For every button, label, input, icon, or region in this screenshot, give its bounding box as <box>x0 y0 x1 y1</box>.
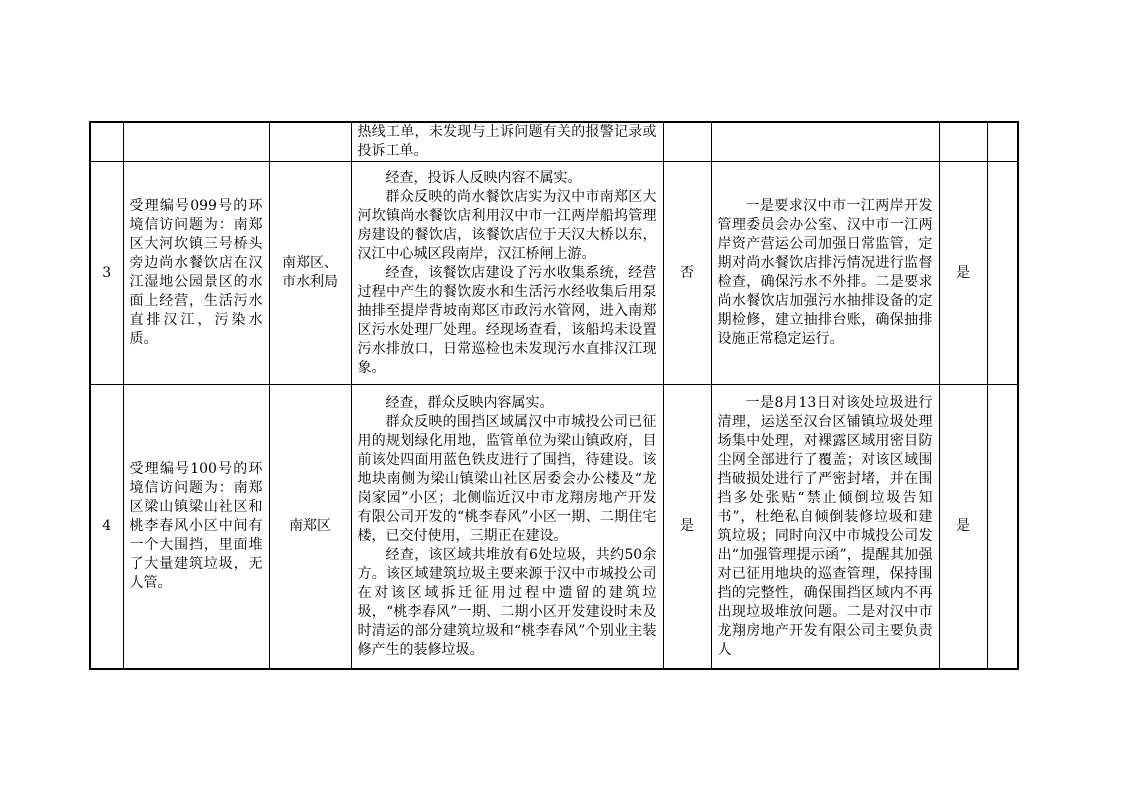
measures-cell <box>711 122 939 162</box>
measures-cell <box>711 385 939 670</box>
findings-paragraph: 热线工单，未发现与上诉问题有关的报警记录或投诉工单。 <box>357 124 657 159</box>
result-cell: 是 <box>939 162 987 385</box>
petition-table <box>89 121 1019 670</box>
table-row <box>90 385 1018 670</box>
findings-cell <box>351 162 663 385</box>
findings-paragraph: 经查，投诉人反映内容不属实。 <box>385 169 582 186</box>
responsible-unit-cell <box>269 122 351 162</box>
extra-cell <box>987 162 1018 385</box>
issue-cell <box>123 122 269 162</box>
extra-cell <box>987 385 1018 670</box>
extra-cell <box>987 122 1018 162</box>
issue-text: 受理编号099号的环境信访问题为：南郑区大河坎镇三号桥头旁边尚水餐饮店在汉江湿地公园景区的水面上经营，生活污水直排汉江，污染水质。 <box>129 198 263 347</box>
responsible-unit-cell: 南郑区 <box>269 385 351 670</box>
measures-cell <box>711 162 939 385</box>
responsible-unit-cell: 南郑区、市水利局 <box>269 162 351 385</box>
findings-cell <box>351 385 663 670</box>
verdict-cell: 是 <box>663 385 711 670</box>
issue-cell <box>123 385 269 670</box>
findings-paragraph: 经查，该区域共堆放有6处垃圾，共约50余方。该区域建筑垃圾主要来源于汉中市城投公司在对该区域拆迁征用过程中遗留的建筑垃圾，“桃李春风”一期、二期小区开发建设时未及时清运的部分建筑垃圾和“桃李春风”个别业主装修产生的装修垃圾。 <box>357 546 657 658</box>
result-cell: 是 <box>939 385 987 670</box>
verdict-cell: 否 <box>663 162 711 385</box>
row-number: 3 <box>90 162 123 385</box>
measures-text: 一是要求汉中市一江两岸开发管理委员会办公室、汉中市一江两岸资产营运公司加强日常监管，定期对尚水餐饮店排污情况进行监督检查，确保污水不外排。二是要求尚水餐饮店加强污水抽排设备的定期检修，建立抽排台账，确保抽排设施正常稳定运行。 <box>717 198 933 347</box>
issue-text: 受理编号100号的环境信访问题为：南郑区梁山镇梁山社区和桃李春风小区中间有一个大围挡，里面堆了大量建筑垃圾，无人管。 <box>129 461 263 591</box>
result-cell <box>939 122 987 162</box>
row-number: 4 <box>90 385 123 670</box>
table-row <box>90 122 1018 162</box>
measures-text: 一是8月13日对该处垃圾进行清理，运送至汉台区铺镇垃圾处理场集中处理，对裸露区域用密目防尘网全部进行了覆盖；对该区域围挡破损处进行了严密封堵，并在围挡多处张贴“禁止倾倒垃圾告知书”，杜绝私自倾倒装修垃圾和建筑垃圾；同时向汉中市城投公司发出“加强管理提示函”，提醒其加强对已征用地块的巡查管理，保持围挡的完整性，确保围挡区域内不再出现垃圾堆放问题。二是对汉中市龙翔房地产开发有限公司主要负责人 <box>717 394 933 658</box>
verdict-cell <box>663 122 711 162</box>
issue-cell <box>123 162 269 385</box>
findings-cell <box>351 122 663 162</box>
row-number <box>90 122 123 162</box>
findings-paragraph: 群众反映的围挡区域属汉中市城投公司已征用的规划绿化用地，监管单位为梁山镇政府，目前该处四面用蓝色铁皮进行了围挡，待建设。该地块南侧为梁山镇梁山社区居委会办公楼及“龙岗家园”小区；北侧临近汉中市龙翔房地产开发有限公司开发的“桃李春风”小区一期、二期住宅楼，已交付使用，三期正在建设。 <box>357 413 657 544</box>
findings-paragraph: 经查，该餐饮店建设了污水收集系统，经营过程中产生的餐饮废水和生活污水经收集后用泵抽排至提岸背坡南郑区市政污水管网，进入南郑区污水处理厂处理。经现场查看，该船坞未设置污水排放口，日常巡检也未发现污水直排汉江现象。 <box>357 264 657 376</box>
findings-paragraph: 经查，群众反映内容属实。 <box>385 394 554 411</box>
table-row <box>90 162 1018 385</box>
findings-paragraph: 群众反映的尚水餐饮店实为汉中市南郑区大河坎镇尚水餐饮店利用汉中市一江两岸船坞管理房建设的餐饮店，该餐饮店位于天汉大桥以东，汉江中心城区段南岸，汉江桥闸上游。 <box>357 188 657 262</box>
